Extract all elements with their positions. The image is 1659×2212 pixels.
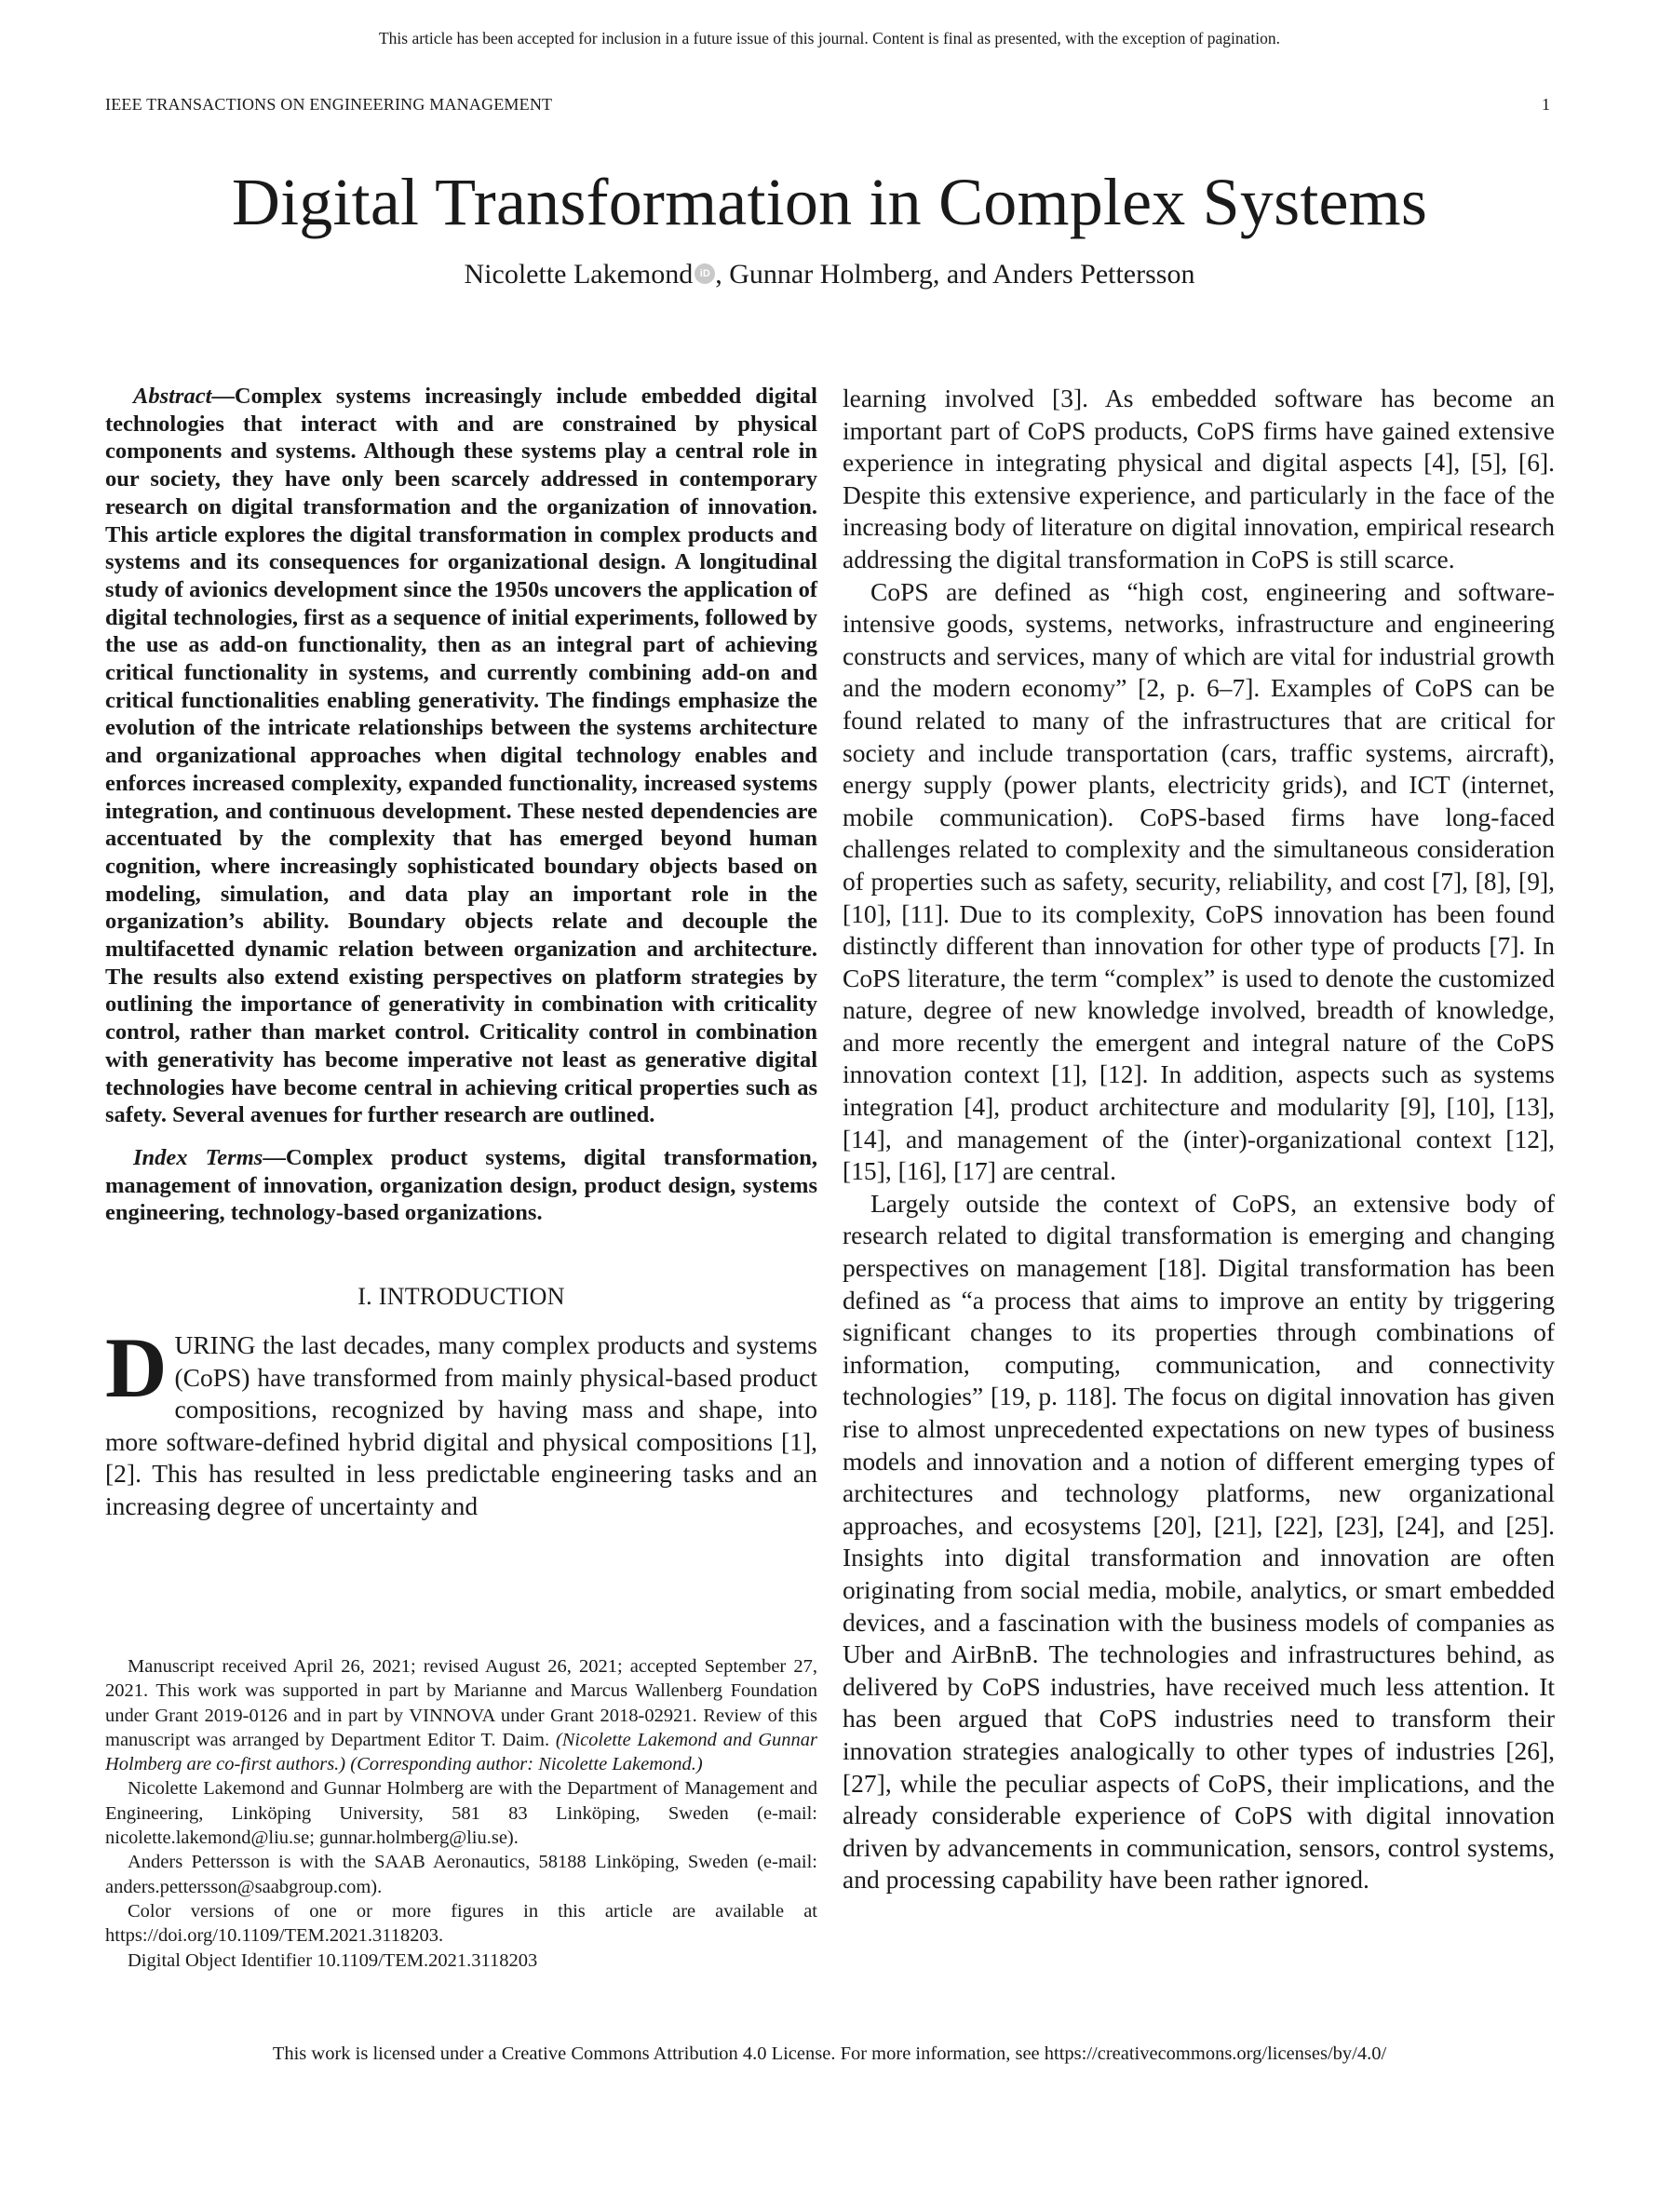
license-notice: This work is licensed under a Creative Commons Attribution 4.0 License. For more information, see https://creativecommons.org/licenses/by/4.0/ — [272, 2043, 1387, 2064]
paper-title: Digital Transformation in Complex Systems — [231, 165, 1428, 239]
footnotes — [105, 1654, 817, 1973]
index-terms — [105, 1144, 817, 1227]
right-paragraph-1: learning involved [3]. As embedded software has become an important part of CoPS products, CoPS firms have gained extensive experience in integrating physical and digital aspects [4], [5], [6]. Despite this extensive experience, and particularly in the face of the increasing body of literature on digital innovation, empirical research addressing the digital transformation in CoPS is still scarce. — [843, 384, 1555, 573]
index-terms-dash: — — [263, 1144, 286, 1170]
abstract-dash: — — [211, 384, 235, 409]
section-title-first: I — [378, 1283, 387, 1311]
footnote-affil2: Anders Pettersson is with the SAAB Aeronautics, 58188 Linköping, Sweden (e-mail: anders.pettersson@saabgroup.com). — [105, 1852, 817, 1897]
footnote-cofirst: (Nicolette Lakemond and Gunnar Holmberg are co-first authors.) (Corresponding author: Nicolette Lakemond.) — [105, 1729, 818, 1775]
journal-running-head: IEEE TRANSACTIONS ON ENGINEERING MANAGEMENT — [105, 95, 553, 114]
footnote-affil1: Nicolette Lakemond and Gunnar Holmberg are with the Department of Management and Engineering, Linköping University, 581 83 Linköping, Sweden (e-mail: nicolette.lakemond@liu.se; gunnar.holmberg@liu.se). — [105, 1778, 817, 1849]
abstract-text: Complex systems increasingly include embedded digital technologies that interact with and are constrained by physical components and systems. Although these systems play a central role in our society, they have only been scarcely addressed in contemporary research on digital transformation and the organization of innovation. This article explores the digital transformation in complex products and systems and its consequences for organizational design. A longitudinal study of avionics development since the 1950s uncovers the application of digital technologies, first as a sequence of initial experiments, followed by the use as add-on functionality, then as an integral part of achieving critical functionality in systems, and currently combining add-on and critical functionalities enabling generativity. The findings emphasize the evolution of the intricate relationships between the systems architecture and organizational approaches when digital technology enables and enforces increased complexity, expanded functionality, increased systems integration, and continuous development. These nested dependencies are accentuated by the complexity that has emerged beyond human cognition, where increasingly sophisticated boundary objects based on modeling, simulation, and data play an important role in the organization’s ability. Boundary objects relate and decouple the multifacetted dynamic relation between organization and architecture. The results also extend existing perspectives on platform strategies by outlining the importance of generativity in combination with criticality control, rather than market control. Criticality control in combination with generativity has become imperative not least as generative digital technologies have become central in achieving critical properties such as safety. Several avenues for further research are outlined. — [105, 384, 817, 1128]
author-first: Nicolette Lakemond — [464, 259, 694, 290]
orcid-icon[interactable]: iD — [695, 263, 715, 284]
right-paragraph-2: CoPS are defined as “high cost, engineering and software-intensive goods, systems, networks, infrastructure and engineering constructs and services, many of which are vital for industrial growth and the modern economy” [2, p. 6–7]. Examples of CoPS can be found related to many of the infrastructures that are critical for society and include transportation (cars, traffic systems, aircraft), energy supply (power plants, electricity grids), and ICT (internet, mobile communication). CoPS-based firms have long-faced challenges related to complexity and the simultaneous consideration of properties such as safety, security, reliability, and cost [7], [8], [9], [10], [11]. Due to its complexity, CoPS innovation has been found distinctly different than innovation for other type of products [7]. In CoPS literature, the term “complex” is used to denote the customized nature, degree of new knowledge involved, breadth of knowledge, and more recently the emergent and integral nature of the CoPS innovation context [1], [12]. In addition, aspects such as systems integration [4], product architecture and modularity [9], [10], [13], [14], and management of the (inter)-organizational context [12], [15], [16], [17] are central. — [843, 576, 1555, 1186]
author-rest: , Gunnar Holmberg, and Anders Pettersson — [715, 259, 1195, 290]
footnote-doi: Digital Object Identifier 10.1109/TEM.2021.3118203 — [128, 1949, 538, 1971]
page-number: 1 — [1542, 95, 1550, 114]
abstract-lead: Abstract — [133, 384, 212, 409]
abstract — [105, 383, 817, 1129]
right-column — [843, 383, 1555, 1896]
footnote-manuscript-text: Manuscript received April 26, 2021; revised August 26, 2021; accepted September 27, 2021. This work was supported in part by Marianne and Marcus Wallenberg Foundation under Grant 2019-0126 and in part by VINNOVA under Grant 2018-02921. Review of this manuscript was arranged by Department Editor T. Daim. — [105, 1656, 817, 1750]
section-number: I. — [357, 1283, 372, 1311]
footnote-color: Color versions of one or more figures in this article are available at https://doi.org/10.1109/TEM.2021.3118203. — [105, 1900, 817, 1947]
intro-text: URING the last decades, many complex products and systems (CoPS) have transformed from mainly physical-based product compositions, recognized by having mass and shape, into more software-defined hybrid digital and physical compositions [1], [2]. This has resulted in less predictable engineering tasks and an increasing degree of uncertainty and — [105, 1330, 817, 1520]
drop-cap: D — [105, 1320, 168, 1416]
intro-paragraph — [105, 1320, 817, 1522]
section-title-rest: NTRODUCTION — [386, 1283, 565, 1311]
author-line — [0, 259, 1659, 290]
acceptance-notice: This article has been accepted for inclusion in a future issue of this journal. Content is final as presented, with the exception of pagination. — [378, 29, 1281, 47]
section-heading — [105, 1283, 817, 1311]
footnote-manuscript — [105, 1654, 817, 1776]
index-terms-text: Complex product systems, digital transformation, management of innovation, organization design, product design, systems engineering, technology-based organizations. — [105, 1144, 817, 1226]
right-paragraph-3: Largely outside the context of CoPS, an extensive body of research related to digital transformation is emerging and changing perspectives on management [18]. Digital transformation has been defined as “a process that aims to improve an entity by triggering significant changes to its properties through combinations of information, computing, communication, and connectivity technologies” [19, p. 118]. The focus on digital innovation has given rise to almost unprecedented expectations on new types of business models and innovation and a notion of different emerging types of architectures and technology platforms, new organizational approaches, and ecosystems [20], [21], [22], [23], [24], and [25]. Insights into digital transformation and innovation are often originating from social media, mobile, analytics, or smart embedded devices, and a fascination with the business models of companies as Uber and AirBnB. The technologies and infrastructures behind, as delivered by CoPS industries, have received much less attention. It has been argued that CoPS industries need to transform their innovation strategies analogically to other types of industries [26], [27], while the peculiar aspects of CoPS, their implications, and the already considerable experience of CoPS with digital innovation driven by advancements in communication, sensors, control systems, and processing capability have been rather ignored. — [843, 1188, 1555, 1895]
left-column — [105, 383, 817, 1522]
index-terms-lead: Index Terms — [133, 1144, 263, 1170]
